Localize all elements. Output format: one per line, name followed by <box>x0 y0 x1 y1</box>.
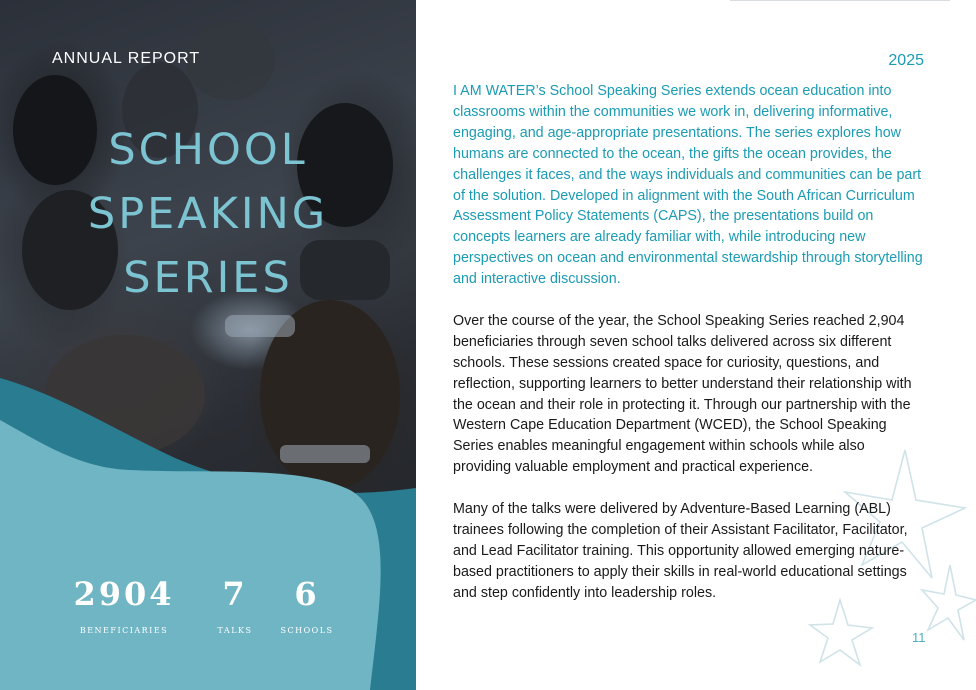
title-line-2: SPEAKING <box>87 189 329 239</box>
body-paragraph-2: Over the course of the year, the School Speaking Series reached 2,904 beneficiaries through seven school talks delivered across six different schools. These sessions created space for curiosity, questions, and reflection, supporting learners to better understand their relationship with the ocean and their role in protecting it. Through our partnership with the Western Cape Education Department (WCED), the School Speaking Series enables meaningful engagement within schools while also providing valuable employment and practical experience. <box>453 312 912 476</box>
cover-photo-panel <box>0 0 416 690</box>
body-paragraph-3: Many of the talks were delivered by Adventure-Based Learning (ABL) trainees following the completion of their Assistant Facilitator, Facilitator, and Lead Facilitator training. This opportunity allowed emerging nature-based practitioners to apply their skills in real-world educational settings and step confidently into leadership roles. <box>453 501 908 601</box>
page-number: 11 <box>912 630 926 645</box>
title-line-1: SCHOOL <box>108 125 308 175</box>
stat-label: BENEFICIARIES <box>79 626 169 635</box>
stat-schools <box>274 576 340 635</box>
intro-paragraph: I AM WATER’s School Speaking Series extends ocean education into classrooms within the communities we work in, delivering informative, engaging, and age-appropriate presentations. The series explores how humans are connected to the ocean, the gifts the ocean provides, the challenges it faces, and the ways individuals and communities can be part of the solution. Developed in alignment with the South African Curriculum Assessment Policy Statements (CAPS), the presentations build on concepts learners are already familiar with, while introducing new perspectives on ocean and environmental stewardship through storytelling and interactive discussion. <box>453 83 923 288</box>
body-text <box>453 81 923 604</box>
stat-value: 2904 <box>73 575 175 613</box>
cover-title <box>70 118 346 310</box>
report-year: 2025 <box>888 52 924 69</box>
stat-talks <box>205 576 265 635</box>
stat-label: TALKS <box>217 626 253 635</box>
stat-beneficiaries <box>62 576 186 635</box>
stat-value: 7 <box>222 575 248 613</box>
top-divider <box>730 0 950 1</box>
stat-label: SCHOOLS <box>280 626 334 635</box>
title-line-3: SERIES <box>123 253 293 303</box>
annual-report-label: ANNUAL REPORT <box>52 50 201 67</box>
stat-value: 6 <box>294 575 320 613</box>
